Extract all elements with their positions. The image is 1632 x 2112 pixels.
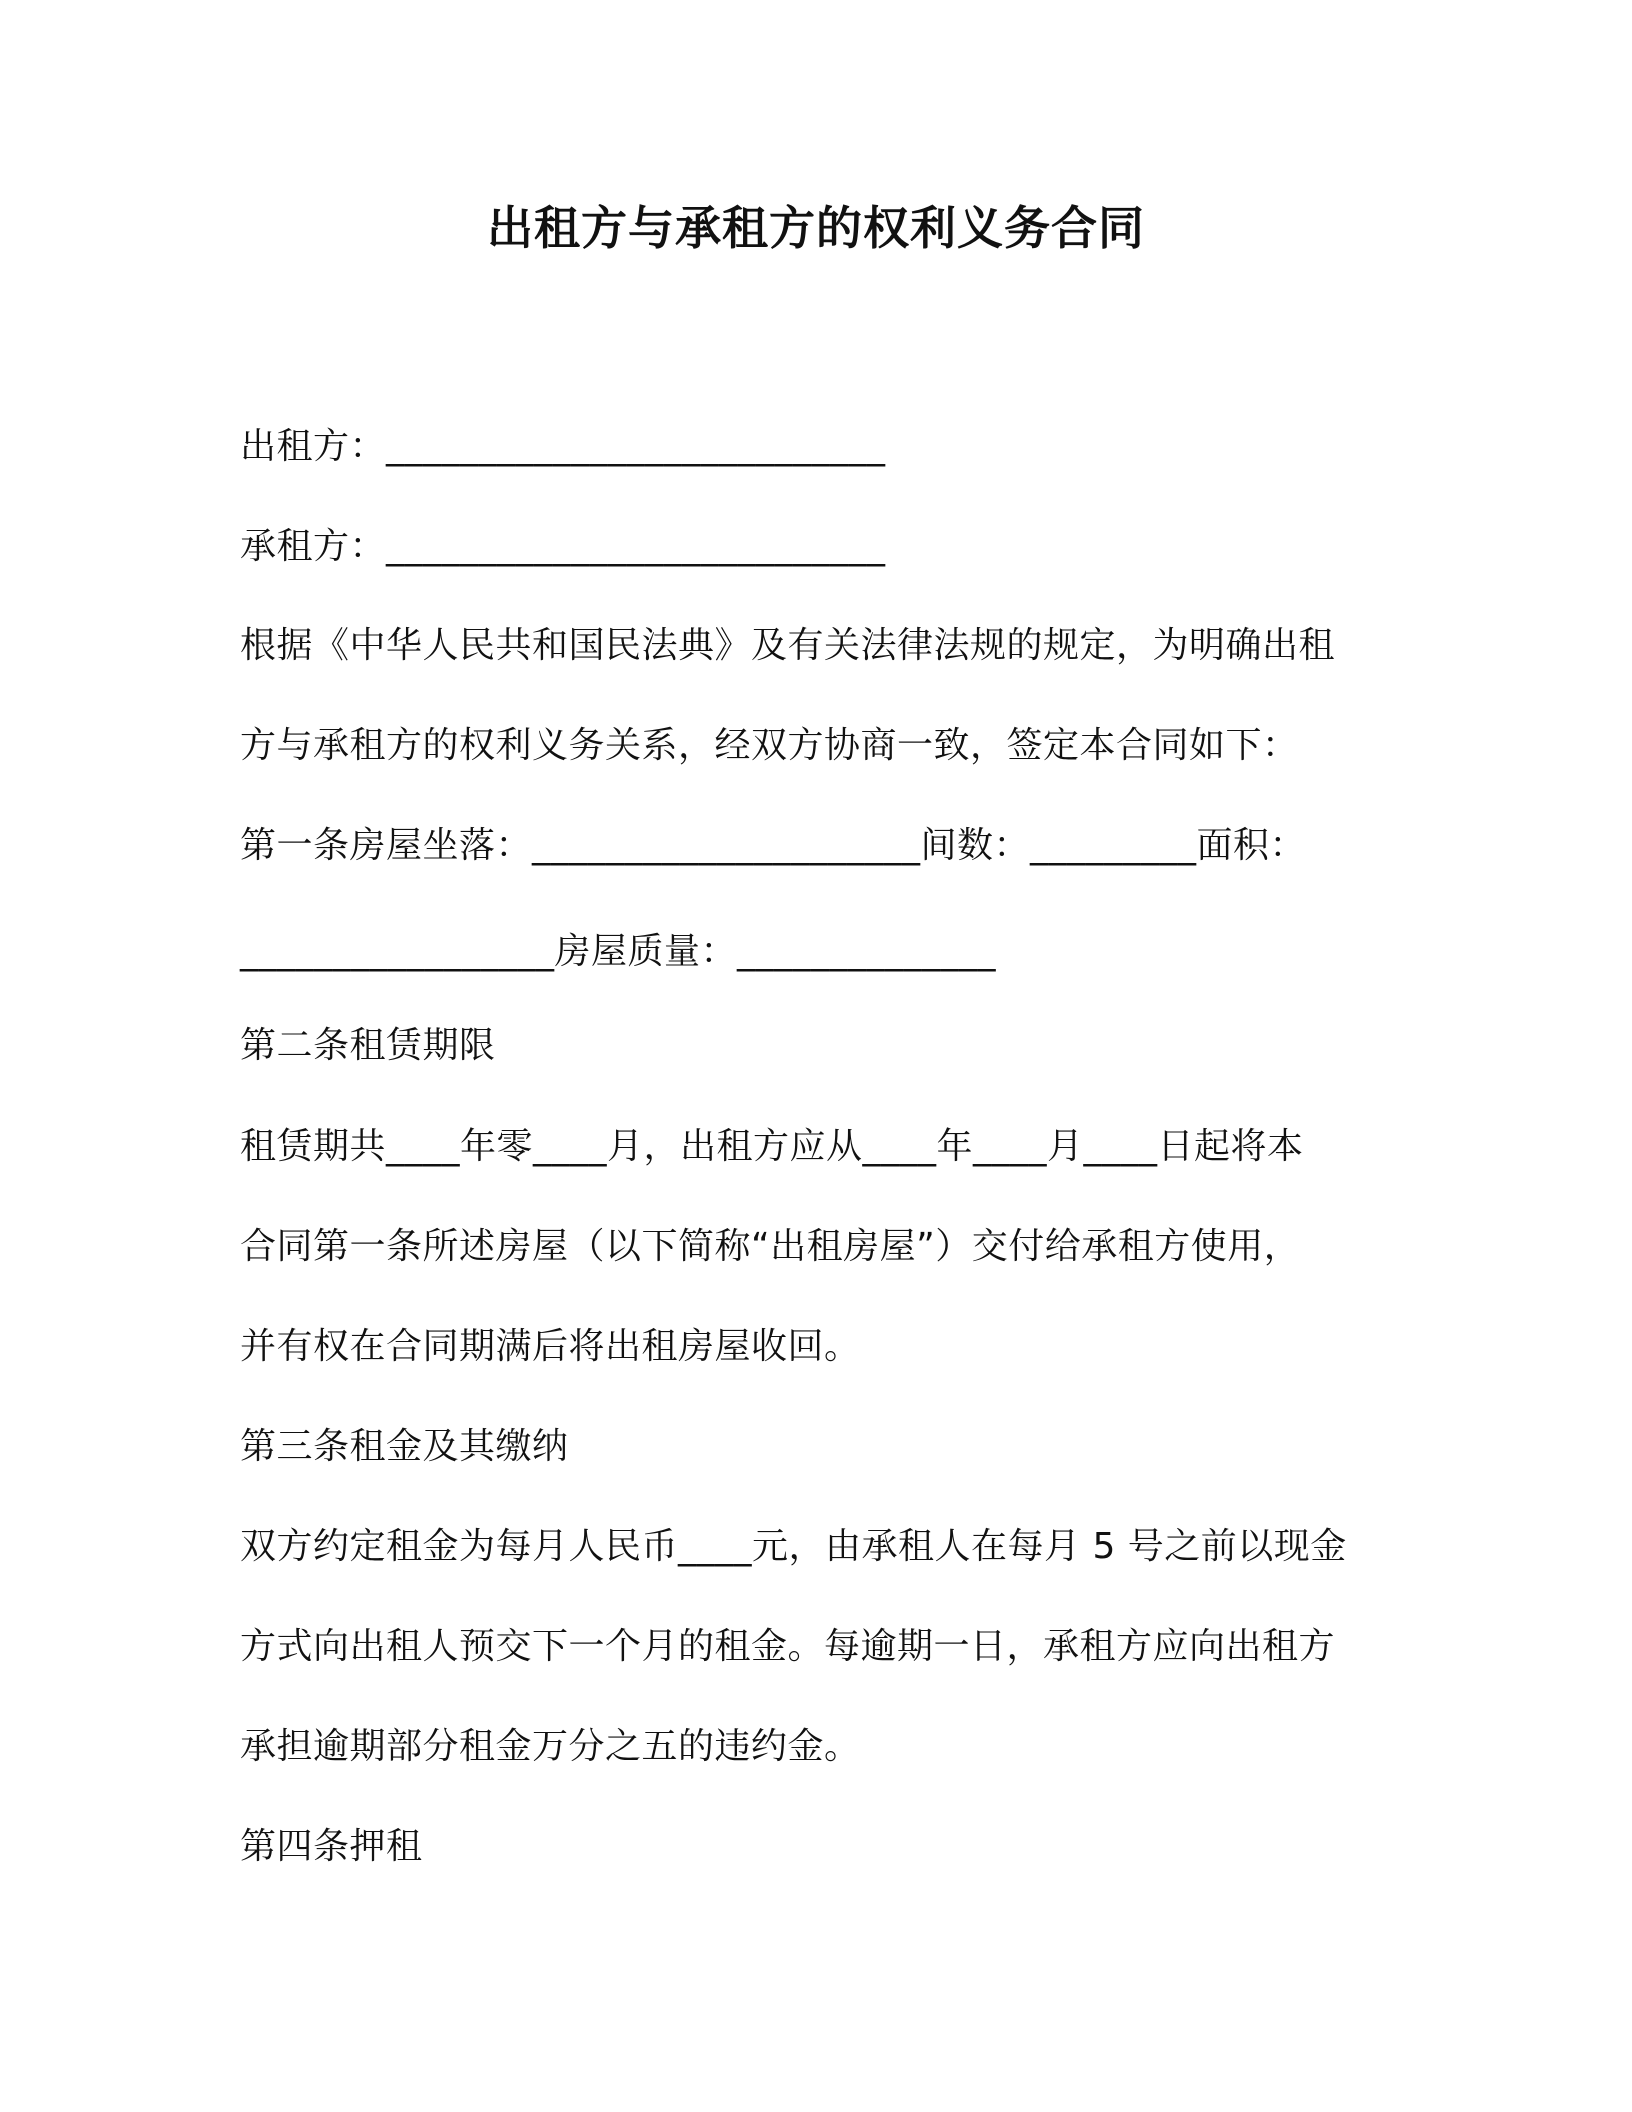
article-2-line-1: 租赁期共____年零____月，出租方应从____年____月____日起将本 [240, 1126, 1304, 1167]
article-3-line-3: 承担逾期部分租金万分之五的违约金。 [240, 1726, 861, 1767]
article-2-line-2: 合同第一条所述房屋（以下简称“出租房屋”）交付给承租方使用， [240, 1226, 1301, 1267]
article-3-line-1: 双方约定租金为每月人民币____元，由承租人在每月 5 号之前以现金 [240, 1526, 1347, 1567]
article-2-line-3: 并有权在合同期满后将出租房屋收回。 [240, 1326, 861, 1367]
article-1-line-2: _________________房屋质量：______________ [240, 931, 997, 972]
article-1-line-1: 第一条房屋坐落：_____________________间数：_________面积： [240, 825, 1307, 866]
preamble-line-1: 根据《中华人民共和国民法典》及有关法律法规的规定，为明确出租 [240, 625, 1336, 666]
document-title: 出租方与承租方的权利义务合同 [487, 201, 1145, 255]
article-4-heading: 第四条押租 [240, 1826, 423, 1867]
lessee-line: 承租方：___________________________ [240, 526, 886, 567]
lessor-line: 出租方：___________________________ [240, 426, 886, 467]
article-3-heading: 第三条租金及其缴纳 [240, 1426, 569, 1467]
preamble-line-2: 方与承租方的权利义务关系，经双方协商一致，签定本合同如下： [240, 725, 1299, 766]
article-3-line-2: 方式向出租人预交下一个月的租金。每逾期一日，承租方应向出租方 [240, 1626, 1336, 1667]
article-2-heading: 第二条租赁期限 [240, 1025, 496, 1066]
